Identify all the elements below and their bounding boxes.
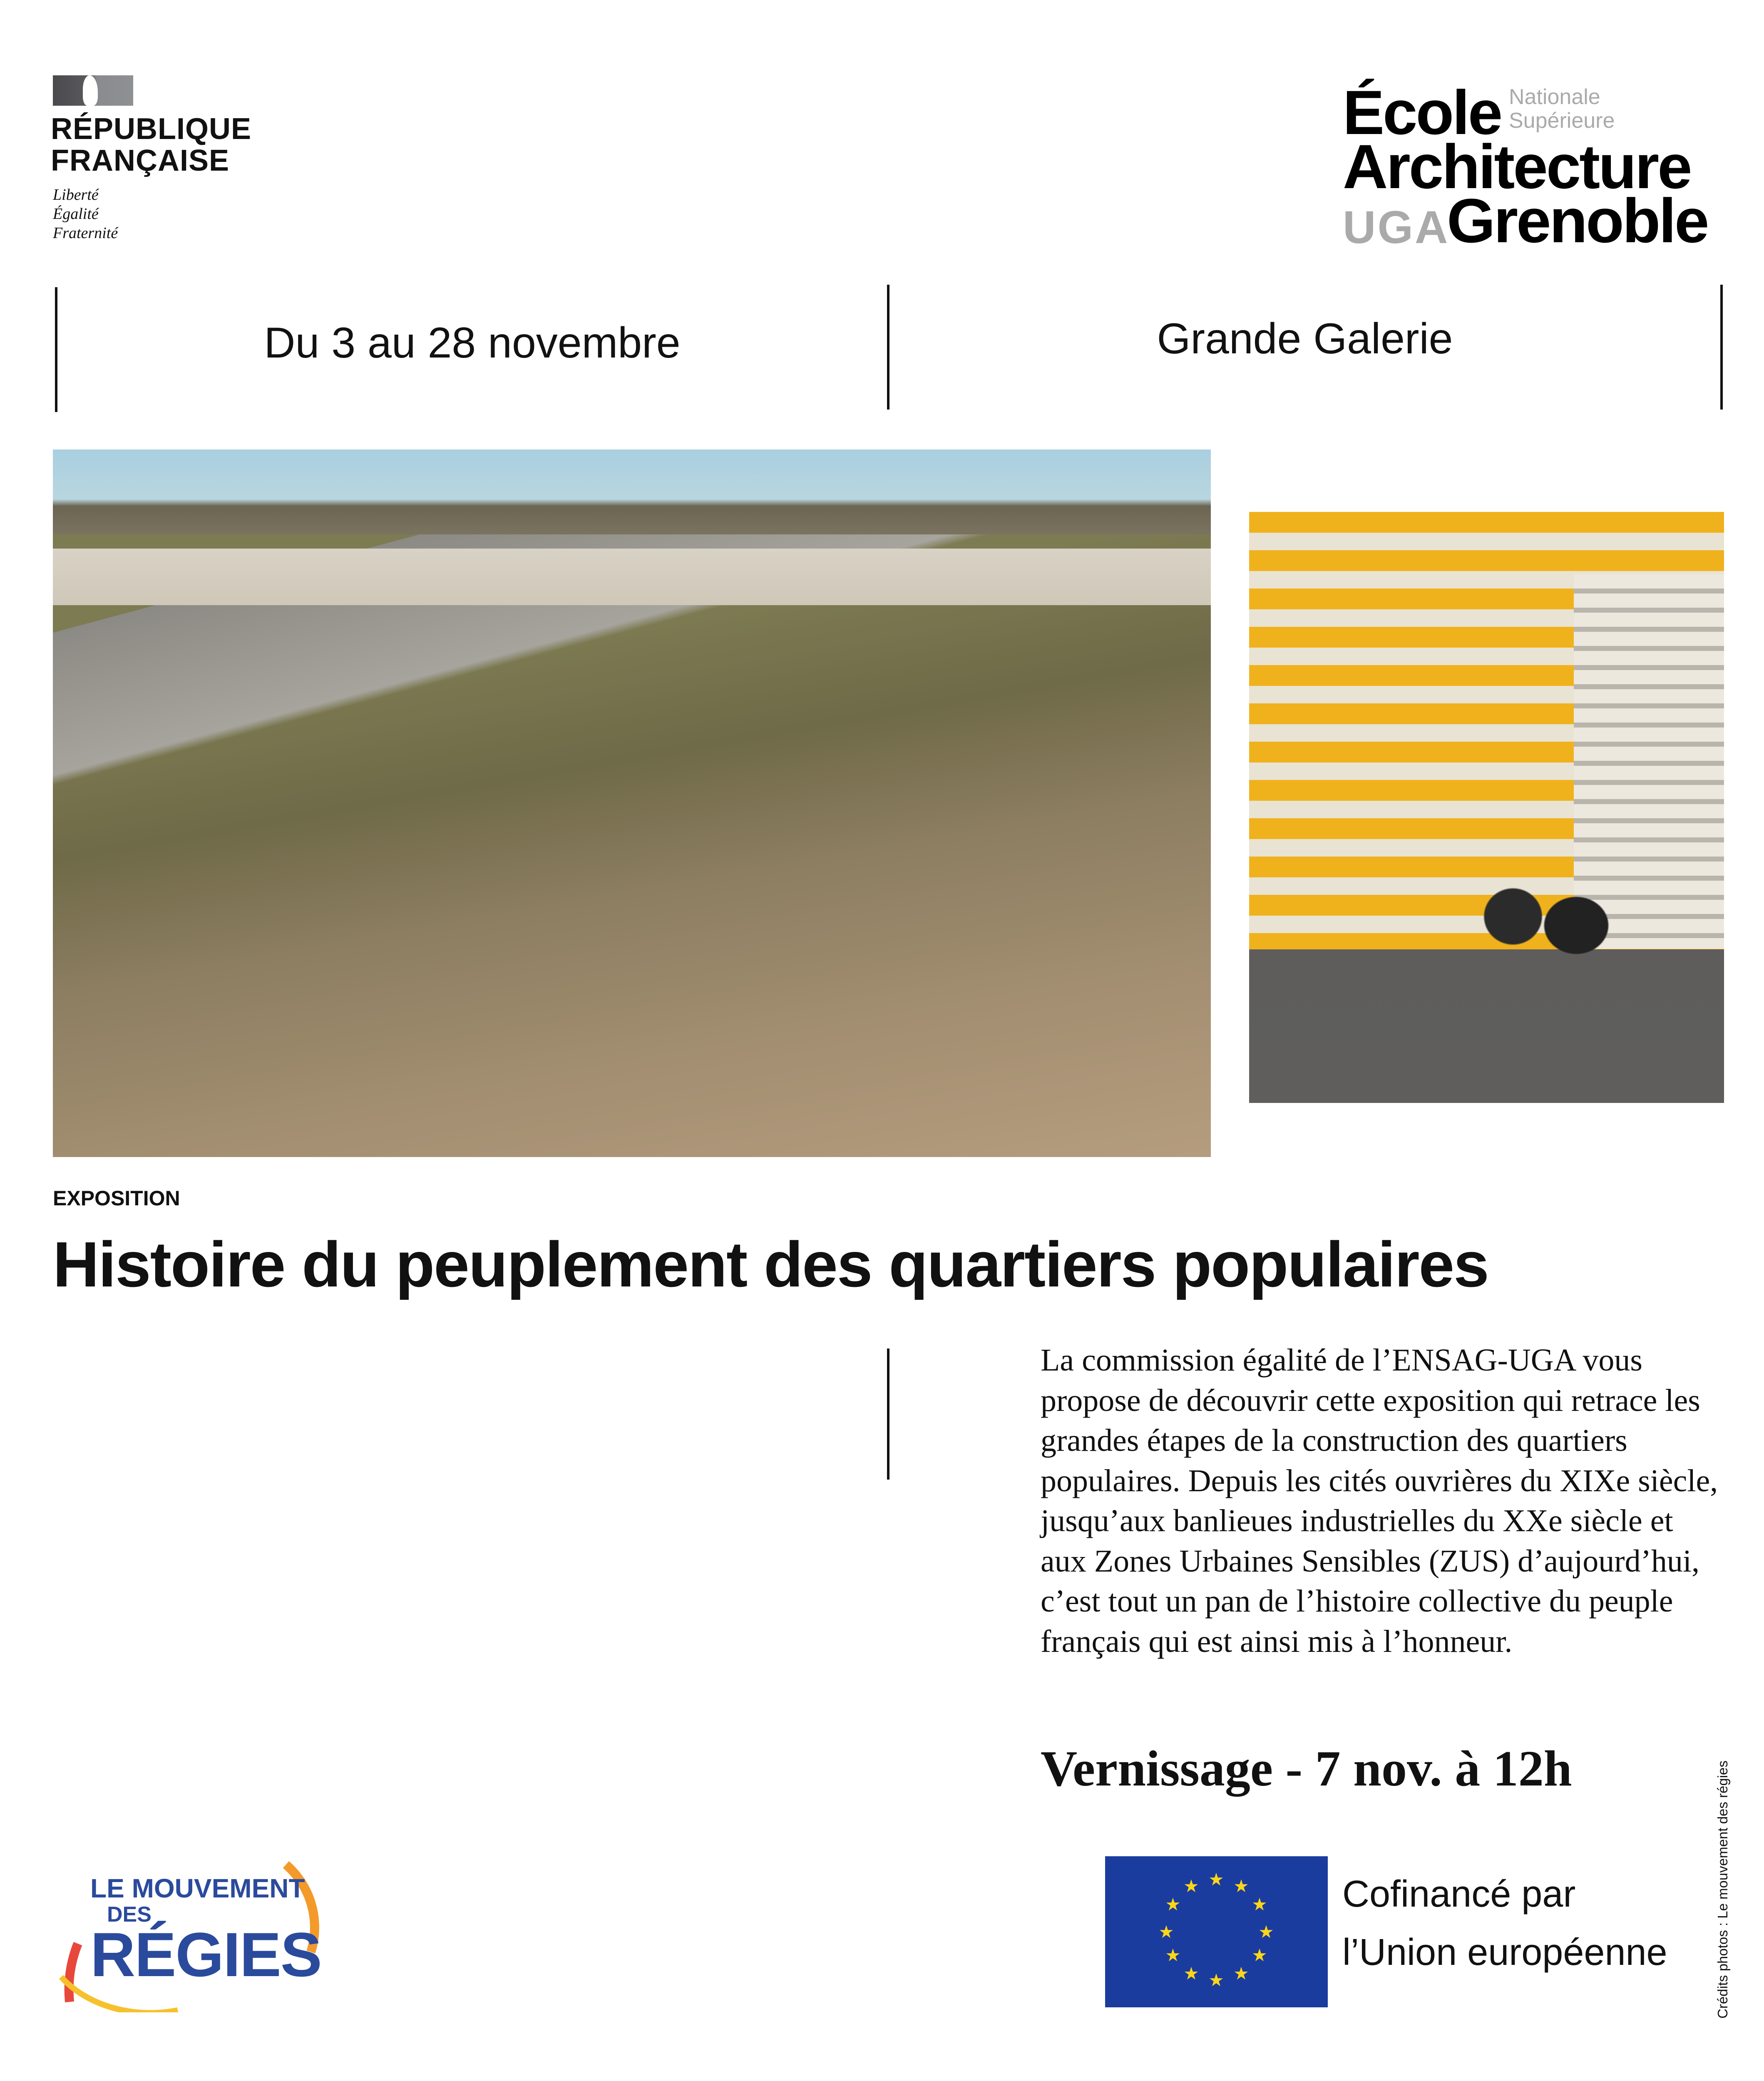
exhibition-location: Grande Galerie: [1157, 315, 1453, 363]
ensag-nationale: Nationale: [1509, 85, 1600, 109]
mouvement-des-regies-logo: [53, 1852, 329, 2012]
uga-logo: UGA: [1343, 202, 1450, 253]
svg-text:★: ★: [1258, 1922, 1274, 1942]
divider-line: [887, 1348, 889, 1480]
exhibition-dates: Du 3 au 28 novembre: [264, 319, 681, 367]
svg-text:★: ★: [1208, 1970, 1224, 1990]
marianne-logo-icon: [53, 75, 133, 106]
photo-yellow-tower-blocks: [1249, 512, 1724, 1103]
ensag-superieure: Supérieure: [1509, 109, 1615, 133]
regies-regies: RÉGIES: [90, 1920, 321, 1989]
ensag-grenoble: Grenoble: [1447, 186, 1708, 256]
svg-text:★: ★: [1165, 1894, 1181, 1915]
photo-housing-estate-aerial: [53, 449, 1211, 1157]
svg-text:★: ★: [1165, 1945, 1181, 1965]
republique-line1: RÉPUBLIQUE: [51, 112, 252, 146]
vernissage-date: Vernissage - 7 nov. à 12h: [1041, 1741, 1572, 1797]
regies-des: DES: [107, 1902, 152, 1927]
exhibition-description: La commission égalité de l’ENSAG-UGA vous propose de découvrir cette exposition qui retrace les grandes étapes de la construction des quartiers populaires. Depuis les cités ouvrières du XIXe siècle, jusqu’aux banlieues industrielles du XXe siècle et aux Zones Urbaines Sensibles (ZUS) d’aujourd’hui, c’est tout un pan de l’histoire collective du peuple français qui est ainsi mis à l’honneur.: [1041, 1343, 1718, 1659]
svg-text:★: ★: [1233, 1963, 1249, 1984]
eu-cofinance-line1: Cofinancé par: [1342, 1873, 1576, 1915]
motto-liberte: Liberté: [53, 186, 99, 204]
exhibition-kicker: EXPOSITION: [53, 1187, 180, 1210]
svg-text:★: ★: [1183, 1963, 1199, 1984]
svg-text:★: ★: [1233, 1876, 1249, 1896]
republique-line2: FRANÇAISE: [51, 144, 230, 177]
ensag-ecole: École: [1343, 77, 1501, 147]
svg-text:★: ★: [1158, 1922, 1174, 1942]
svg-text:★: ★: [1252, 1945, 1267, 1965]
exhibition-title: Histoire du peuplement des quartiers populaires: [53, 1229, 1488, 1300]
eu-flag-icon: [1105, 1856, 1328, 2007]
regies-mouvement: MOUVEMENT: [132, 1873, 305, 1903]
photo-credits: Crédits photos : Le mouvement des régies: [1715, 1761, 1730, 2019]
svg-text:★: ★: [1252, 1894, 1267, 1915]
divider-line: [1720, 285, 1723, 410]
eu-cofinance-line2: l’Union européenne: [1342, 1932, 1667, 1973]
motto-fraternite: Fraternité: [53, 224, 118, 242]
ensag-architecture: Architecture: [1343, 132, 1691, 201]
motto-egalite: Égalité: [53, 205, 99, 223]
svg-text:★: ★: [1208, 1869, 1224, 1890]
svg-text:★: ★: [1183, 1876, 1199, 1896]
regies-le: LE: [90, 1873, 124, 1903]
